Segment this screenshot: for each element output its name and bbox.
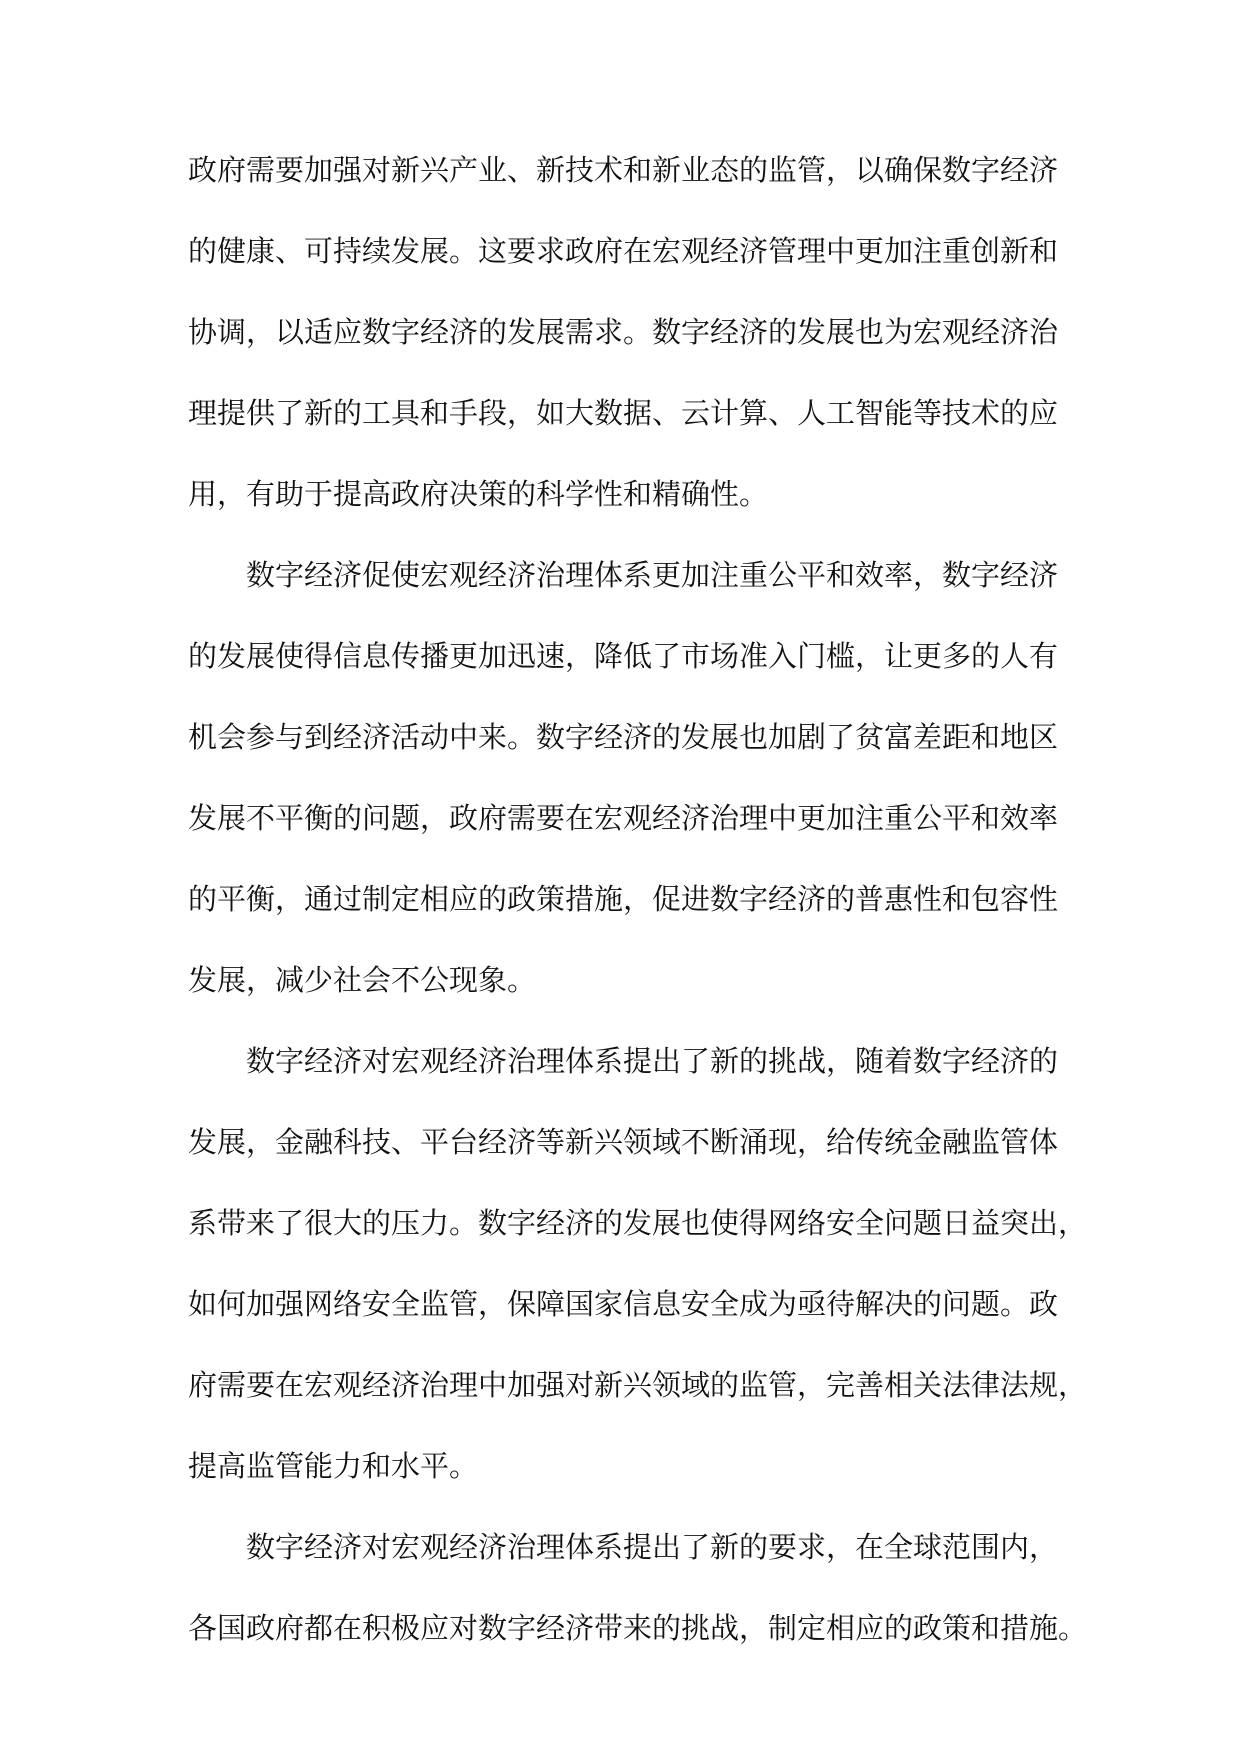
paragraph-1-line-5: 用，有助于提高政府决策的科学性和精确性。 [188,477,769,511]
paragraph-2-line-4: 发展不平衡的问题，政府需要在宏观经济治理中更加注重公平和效率 [188,801,1059,835]
paragraph-2-line-1: 数字经济促使宏观经济治理体系更加注重公平和效率，数字经济 [246,558,1059,592]
paragraph-2-line-6: 发展，减少社会不公现象。 [188,963,537,997]
paragraph-1-line-2: 的健康、可持续发展。这要求政府在宏观经济管理中更加注重创新和 [188,234,1059,268]
paragraph-3-line-3: 系带来了很大的压力。数字经济的发展也使得网络安全问题日益突出， [188,1206,1088,1240]
paragraph-1-line-1: 政府需要加强对新兴产业、新技术和新业态的监管，以确保数字经济 [188,153,1059,187]
paragraph-3-line-6: 提高监管能力和水平。 [188,1449,479,1483]
paragraph-3-line-2: 发展，金融科技、平台经济等新兴领域不断涌现，给传统金融监管体 [188,1125,1059,1159]
document-body [188,140,1088,1679]
paragraph-2-line-2: 的发展使得信息传播更加迅速，降低了市场准入门槛，让更多的人有 [188,639,1059,673]
paragraph-1-line-3: 协调，以适应数字经济的发展需求。数字经济的发展也为宏观经济治 [188,315,1059,349]
paragraph-4-line-1: 数字经济对宏观经济治理体系提出了新的要求，在全球范围内， [246,1530,1059,1564]
paragraph-3-line-5: 府需要在宏观经济治理中加强对新兴领域的监管，完善相关法律法规， [188,1368,1088,1402]
paragraph-4-line-2: 各国政府都在积极应对数字经济带来的挑战，制定相应的政策和措施。 [188,1611,1088,1645]
paragraph-3-line-4: 如何加强网络安全监管，保障国家信息安全成为亟待解决的问题。政 [188,1287,1059,1321]
paragraph-3-line-1: 数字经济对宏观经济治理体系提出了新的挑战，随着数字经济的 [246,1044,1059,1078]
paragraph-2-line-3: 机会参与到经济活动中来。数字经济的发展也加剧了贫富差距和地区 [188,720,1059,754]
paragraph-1-line-4: 理提供了新的工具和手段，如大数据、云计算、人工智能等技术的应 [188,396,1059,430]
paragraph-2-line-5: 的平衡，通过制定相应的政策措施，促进数字经济的普惠性和包容性 [188,882,1059,916]
